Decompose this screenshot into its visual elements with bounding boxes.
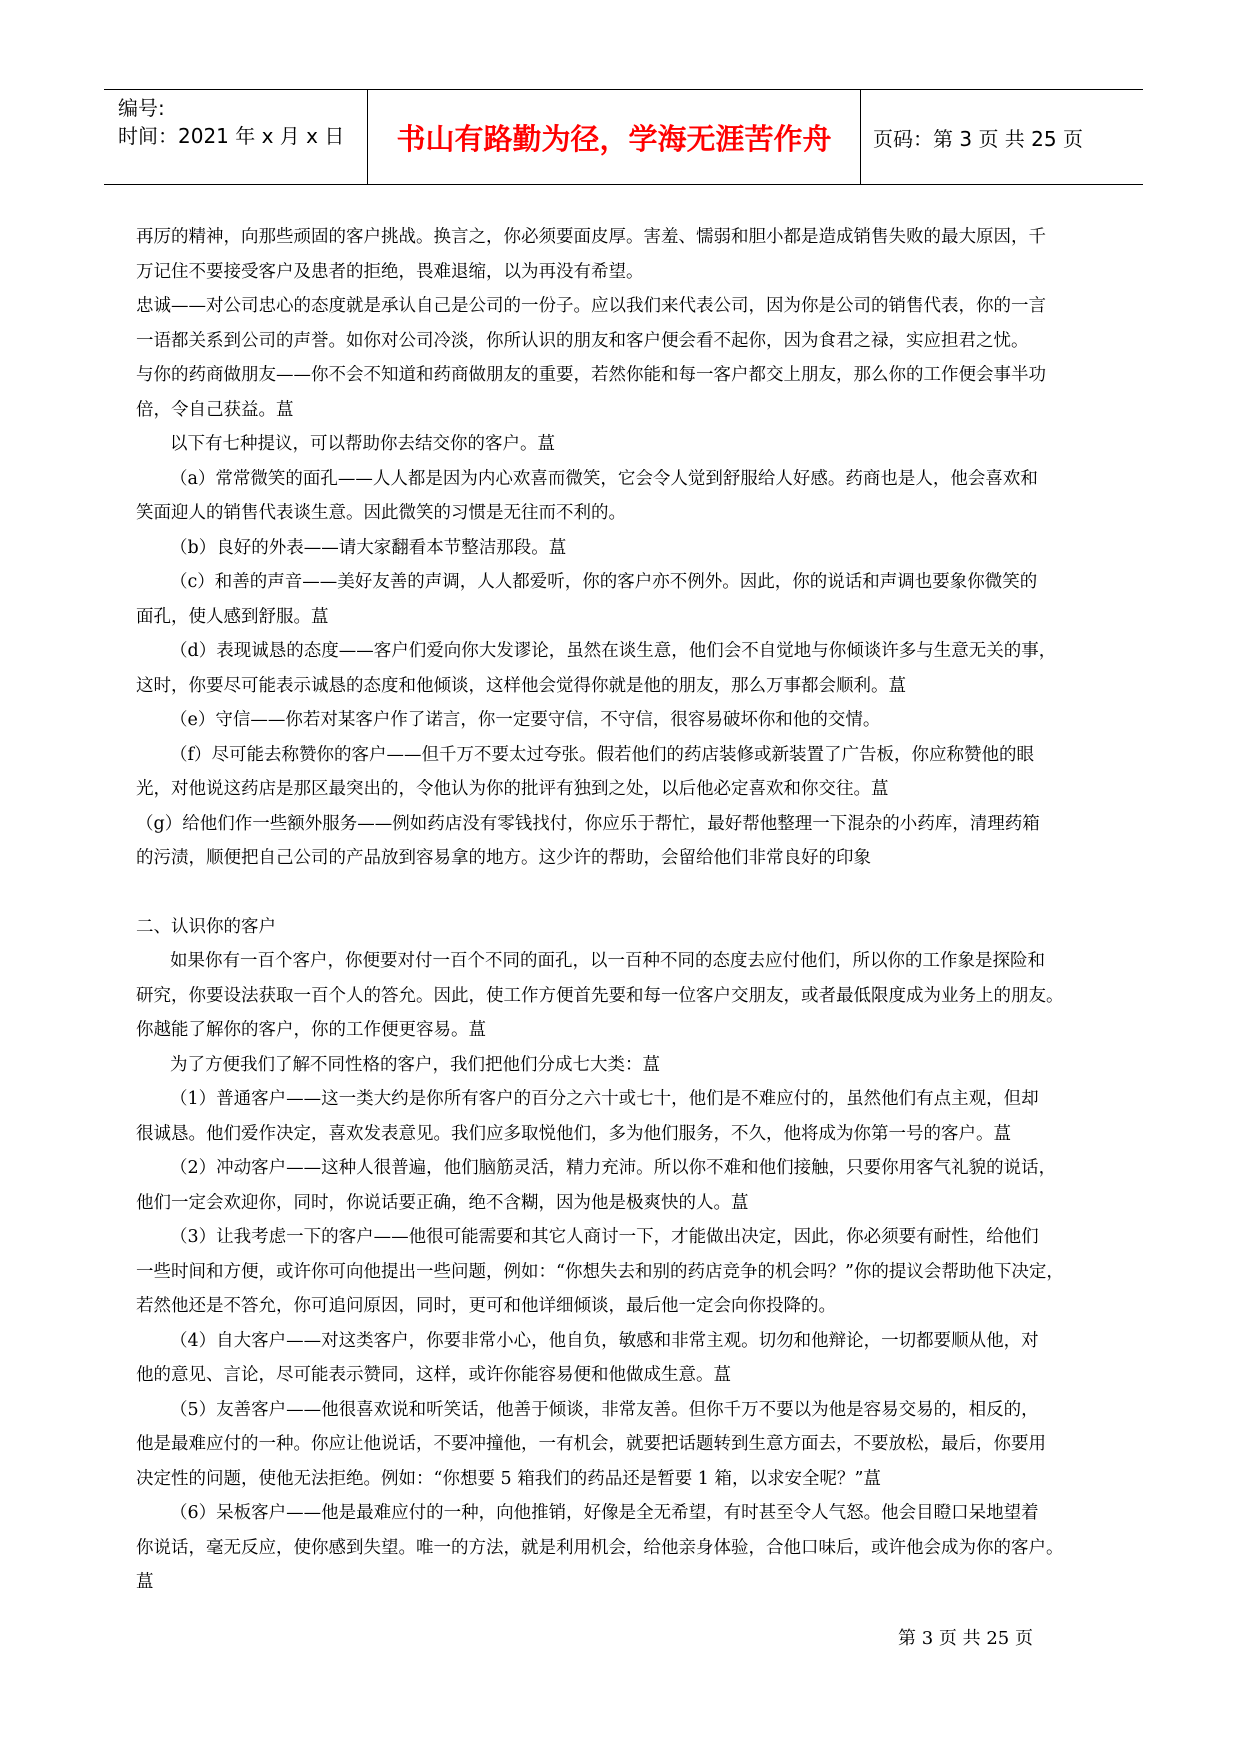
document-time-label: 时间：2021 年 x 月 x 日 <box>118 124 345 148</box>
body-line: 与你的药商做朋友——你不会不知道和药商做朋友的重要，若然你能和每一客户都交上朋友，那么你的工作便会事半功 <box>136 365 1046 385</box>
body-line: 再厉的精神，向那些顽固的客户挑战。换言之，你必须要面皮厚。害羞、懦弱和胆小都是造成销售失败的最大原因，千 <box>136 227 1046 247</box>
body-line: 的污渍，顺便把自己公司的产品放到容易拿的地方。这少许的帮助，会留给他们非常良好的印象 <box>136 848 871 868</box>
body-line: 若然他还是不答允，你可追问原因，同时，更可和他详细倾谈，最后他一定会向你投降的。 <box>136 1296 836 1316</box>
body-line: （1）普通客户——这一类大约是你所有客户的百分之六十或七十，他们是不难应付的，虽然他们有点主观，但却 <box>170 1089 1039 1109</box>
body-line: （4）自大客户——对这类客户，你要非常小心，他自负，敏感和非常主观。切勿和他辩论，一切都要顺从他，对 <box>170 1330 1039 1351</box>
body-line: （2）冲动客户——这种人很普遍，他们脑筋灵活，精力充沛。所以你不难和他们接触，只要你用客气礼貌的说话， <box>170 1158 1057 1178</box>
section-heading: 二、认识你的客户 <box>136 916 276 937</box>
page-header <box>104 89 1143 185</box>
body-line: 倍，令自己获益。蒀 <box>136 399 294 420</box>
document-body <box>136 220 1106 1600</box>
body-line: （e）守信——你若对某客户作了诺言，你一定要守信，不守信，很容易破坏你和他的交情。 <box>170 710 881 730</box>
body-line: 研究，你要设法获取一百个人的答允。因此，使工作方便首先要和每一位客户交朋友，或者最低限度成为业务上的朋友。 <box>136 985 1064 1006</box>
body-line: 一语都关系到公司的声誉。如你对公司冷淡，你所认识的朋友和客户便会看不起你，因为食君之禄，实应担君之忧。 <box>136 330 1029 351</box>
body-line: 忠诚——对公司忠心的态度就是承认自己是公司的一份子。应以我们来代表公司，因为你是公司的销售代表，你的一言 <box>136 296 1046 316</box>
body-line: 光，对他说这药店是那区最突出的，令他认为你的批评有独到之处，以后他必定喜欢和你交往。蒀 <box>136 779 889 799</box>
body-line: 这时，你要尽可能表示诚恳的态度和他倾谈，这样他会觉得你就是他的朋友，那么万事都会顺利。蒀 <box>136 675 906 696</box>
body-line: 很诚恳。他们爱作决定，喜欢发表意见。我们应多取悦他们，多为他们服务，不久，他将成为你第一号的客户。蒀 <box>136 1123 1011 1144</box>
body-line: （g）给他们作一些额外服务——例如药店没有零钱找付，你应乐于帮忙，最好帮他整理一下混杂的小药库，清理药箱 <box>136 813 1040 834</box>
body-line: 他们一定会欢迎你，同时，你说话要正确，绝不含糊，因为他是极爽快的人。蒀 <box>136 1192 749 1213</box>
body-line: （d）表现诚恳的态度——客户们爱向你大发谬论，虽然在谈生意，他们会不自觉地与你倾谈许多与生意无关的事， <box>170 641 1057 661</box>
body-line: 为了方便我们了解不同性格的客户，我们把他们分成七大类：蒀 <box>170 1054 660 1075</box>
paragraph-gap <box>136 876 1106 910</box>
body-line: （6）呆板客户——他是最难应付的一种，向他推销，好像是全无希望，有时甚至令人气怒。他会目瞪口呆地望着 <box>170 1503 1039 1523</box>
body-line: （a）常常微笑的面孔——人人都是因为内心欢喜而微笑，它会令人觉到舒服给人好感。药商也是人，他会喜欢和 <box>170 468 1038 489</box>
body-line: 一些时间和方便，或许你可向他提出一些问题，例如：“你想失去和别的药店竞争的机会吗？”你的提议会帮助他下决定， <box>136 1261 1064 1282</box>
body-line: 笑面迎人的销售代表谈生意。因此微笑的习惯是无往而不利的。 <box>136 503 626 523</box>
body-line: 他是最难应付的一种。你应让他说话，不要冲撞他，一有机会，就要把话题转到生意方面去，不要放松，最后，你要用 <box>136 1434 1046 1454</box>
body-line: 他的意见、言论，尽可能表示赞同，这样，或许你能容易便和他做成生意。蒀 <box>136 1365 731 1385</box>
document-number-label: 编号: <box>118 96 165 120</box>
body-line: 如果你有一百个客户，你便要对付一百个不同的面孔，以一百种不同的态度去应付他们，所以你的工作象是探险和 <box>170 951 1045 971</box>
body-line: （3）让我考虑一下的客户——他很可能需要和其它人商讨一下，才能做出决定，因此，你必须要有耐性，给他们 <box>170 1227 1039 1247</box>
body-line: （c）和善的声音——美好友善的声调，人人都爱听，你的客户亦不例外。因此，你的说话和声调也要象你微笑的 <box>170 572 1038 592</box>
body-line: （f）尽可能去称赞你的客户——但千万不要太过夸张。假若他们的药店装修或新装置了广告板，你应称赞他的眼 <box>170 744 1034 765</box>
body-line: （5）友善客户——他很喜欢说和听笑话，他善于倾谈，非常友善。但你千万不要以为他是容易交易的，相反的， <box>170 1399 1039 1420</box>
header-left-cell <box>104 90 368 184</box>
body-line: 你越能了解你的客户，你的工作便更容易。蒀 <box>136 1020 486 1040</box>
body-line: 面孔，使人感到舒服。蒀 <box>136 606 329 627</box>
body-line: 你说话，毫无反应，使你感到失望。唯一的方法，就是利用机会，给他亲身体验，合他口味后，或许他会成为你的客户。 <box>136 1537 1064 1558</box>
header-page-info: 页码：第 3 页 共 25 页 <box>873 126 1083 151</box>
header-motto: 书山有路勤为径，学海无涯苦作舟 <box>368 90 861 184</box>
body-line: 以下有七种提议，可以帮助你去结交你的客户。蒀 <box>170 434 555 454</box>
body-line: （b）良好的外表——请大家翻看本节整洁那段。蒀 <box>170 537 567 558</box>
body-line: 万记住不要接受客户及患者的拒绝，畏难退缩，以为再没有希望。 <box>136 261 644 282</box>
body-line: 决定性的问题，使他无法拒绝。例如：“你想要 5 箱我们的药品还是暂要 1 箱，以求安全呢？”蒀 <box>136 1468 881 1489</box>
page-footer: 第 3 页 共 25 页 <box>898 1628 1033 1649</box>
body-line: 蒀 <box>136 1572 154 1592</box>
